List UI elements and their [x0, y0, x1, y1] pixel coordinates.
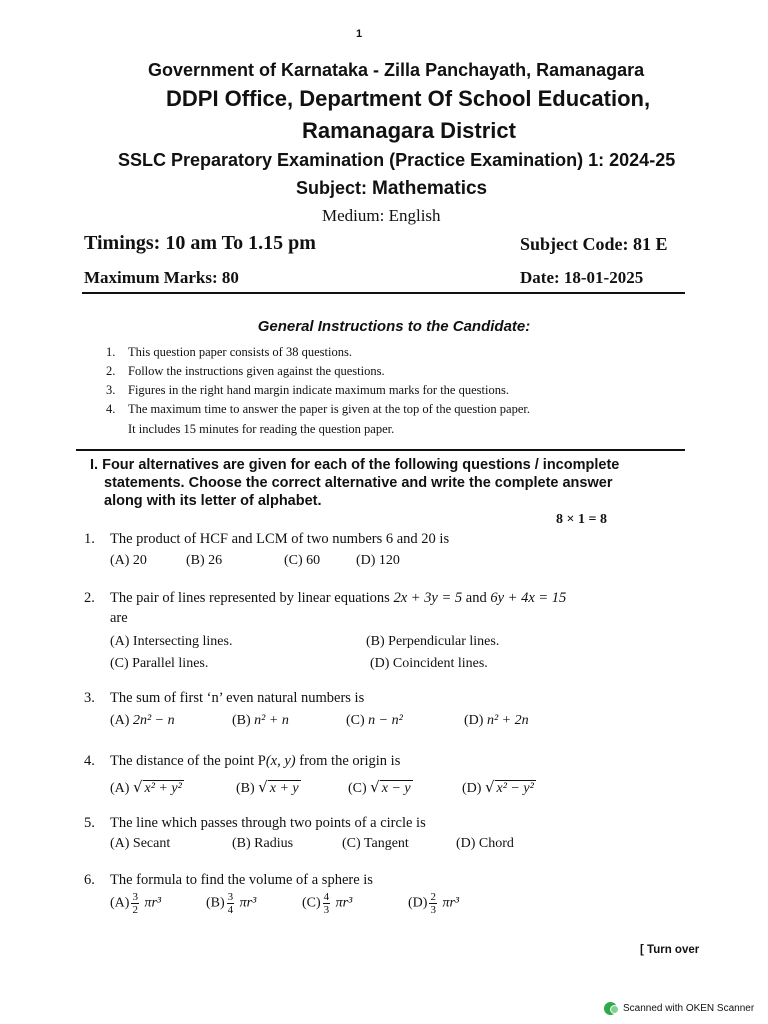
- instruction-item: 3. Figures in the right hand margin indicate maximum marks for the questions.: [106, 383, 509, 397]
- subject-value: Mathematics: [372, 178, 488, 199]
- q5-option-a: (A) Secant: [110, 836, 171, 851]
- q2-option-a: (A) Intersecting lines.: [110, 634, 233, 649]
- subject-code: Subject Code: 81 E: [520, 234, 668, 254]
- question-2-continuation: are: [110, 610, 128, 626]
- medium-line: Medium: English: [322, 206, 441, 225]
- q3-option-a: (A) 2n² − n: [110, 713, 175, 728]
- q2-option-c: (C) Parallel lines.: [110, 656, 209, 671]
- q1-option-a: (A) 20: [110, 553, 147, 568]
- question-5: 5. The line which passes through two points of a circle is: [84, 815, 426, 831]
- section-marks: 8 × 1 = 8: [556, 512, 607, 527]
- turn-over-note: [ Turn over: [640, 944, 700, 956]
- q6-option-d: (D) $\frac{2}{3}$ πr³: [408, 891, 460, 916]
- q4-option-c: (C) √ x − y: [348, 778, 411, 796]
- q2-option-b: (B) Perpendicular lines.: [366, 634, 500, 649]
- q2-option-d: (D) Coincident lines.: [370, 656, 488, 671]
- q5-option-d: (D) Chord: [456, 836, 514, 851]
- scanner-logo-icon: [604, 1002, 617, 1015]
- maximum-marks: Maximum Marks: 80: [84, 268, 239, 287]
- instruction-item: 2. Follow the instructions given against the questions.: [106, 364, 385, 378]
- q5-option-b: (B) Radius: [232, 836, 294, 851]
- instructions-title: General Instructions to the Candidate:: [257, 318, 531, 335]
- q6-option-a: (A) $\frac{3}{2}$ πr³: [110, 891, 162, 916]
- exam-date: Date: 18-01-2025: [520, 268, 644, 287]
- scanner-watermark: [604, 1002, 754, 1015]
- page-number: 1: [355, 28, 363, 40]
- subject-label: Subject:: [296, 178, 373, 198]
- instruction-item: 4. The maximum time to answer the paper is given at the top of the question paper.: [106, 402, 530, 416]
- scanner-text: Scanned with OKEN Scanner: [623, 1003, 755, 1014]
- q5-option-c: (C) Tangent: [342, 836, 409, 851]
- q3-option-d: (D) n² + 2n: [464, 713, 529, 728]
- q1-option-d: (D) 120: [356, 553, 400, 568]
- instructions-divider: [76, 449, 685, 451]
- question-2: 2. The pair of lines represented by linear equations 2x + 3y = 5 and 6y + 4x = 15: [84, 590, 567, 606]
- q3-option-c: (C) n − n²: [346, 713, 403, 728]
- header-divider: [82, 292, 685, 294]
- q6-option-c: (C) $\frac{4}{3}$ πr³: [302, 891, 353, 916]
- question-6: 6. The formula to find the volume of a sphere is: [84, 872, 373, 888]
- instruction-item: It includes 15 minutes for reading the question paper.: [128, 422, 395, 436]
- header-line-2: DDPI Office, Department Of School Education,: [166, 86, 651, 111]
- q6-option-b: (B) $\frac{3}{4}$ πr³: [206, 891, 257, 916]
- subject-line: [296, 178, 487, 200]
- q4-option-b: (B) √ x + y: [236, 778, 299, 796]
- question-3: 3. The sum of first ‘n’ even natural numbers is: [84, 690, 365, 706]
- q4-option-d: (D) √ x² − y²: [462, 778, 534, 796]
- question-4: 4. The distance of the point P(x, y) from the origin is: [84, 753, 401, 769]
- q1-option-b: (B) 26: [186, 553, 223, 568]
- q1-option-c: (C) 60: [284, 553, 321, 568]
- question-1: 1. The product of HCF and LCM of two numbers 6 and 20 is: [84, 531, 450, 547]
- timings: Timings: 10 am To 1.15 pm: [84, 232, 316, 254]
- header-line-3: Ramanagara District: [302, 118, 516, 143]
- q3-option-b: (B) n² + n: [232, 713, 289, 728]
- section-heading: I. Four alternatives are given for each of the following questions / incomplete statements. Choose the correct alternative and write the complete answer along with its letter of alphabet.: [90, 457, 620, 509]
- header-line-1: Government of Karnataka - Zilla Panchayath, Ramanagara: [148, 60, 645, 80]
- exam-title: SSLC Preparatory Examination (Practice Examination) 1: 2024-25: [118, 150, 676, 170]
- instruction-item: 1. This question paper consists of 38 questions.: [106, 345, 352, 359]
- q4-option-a: (A) √ x² + y²: [110, 778, 182, 796]
